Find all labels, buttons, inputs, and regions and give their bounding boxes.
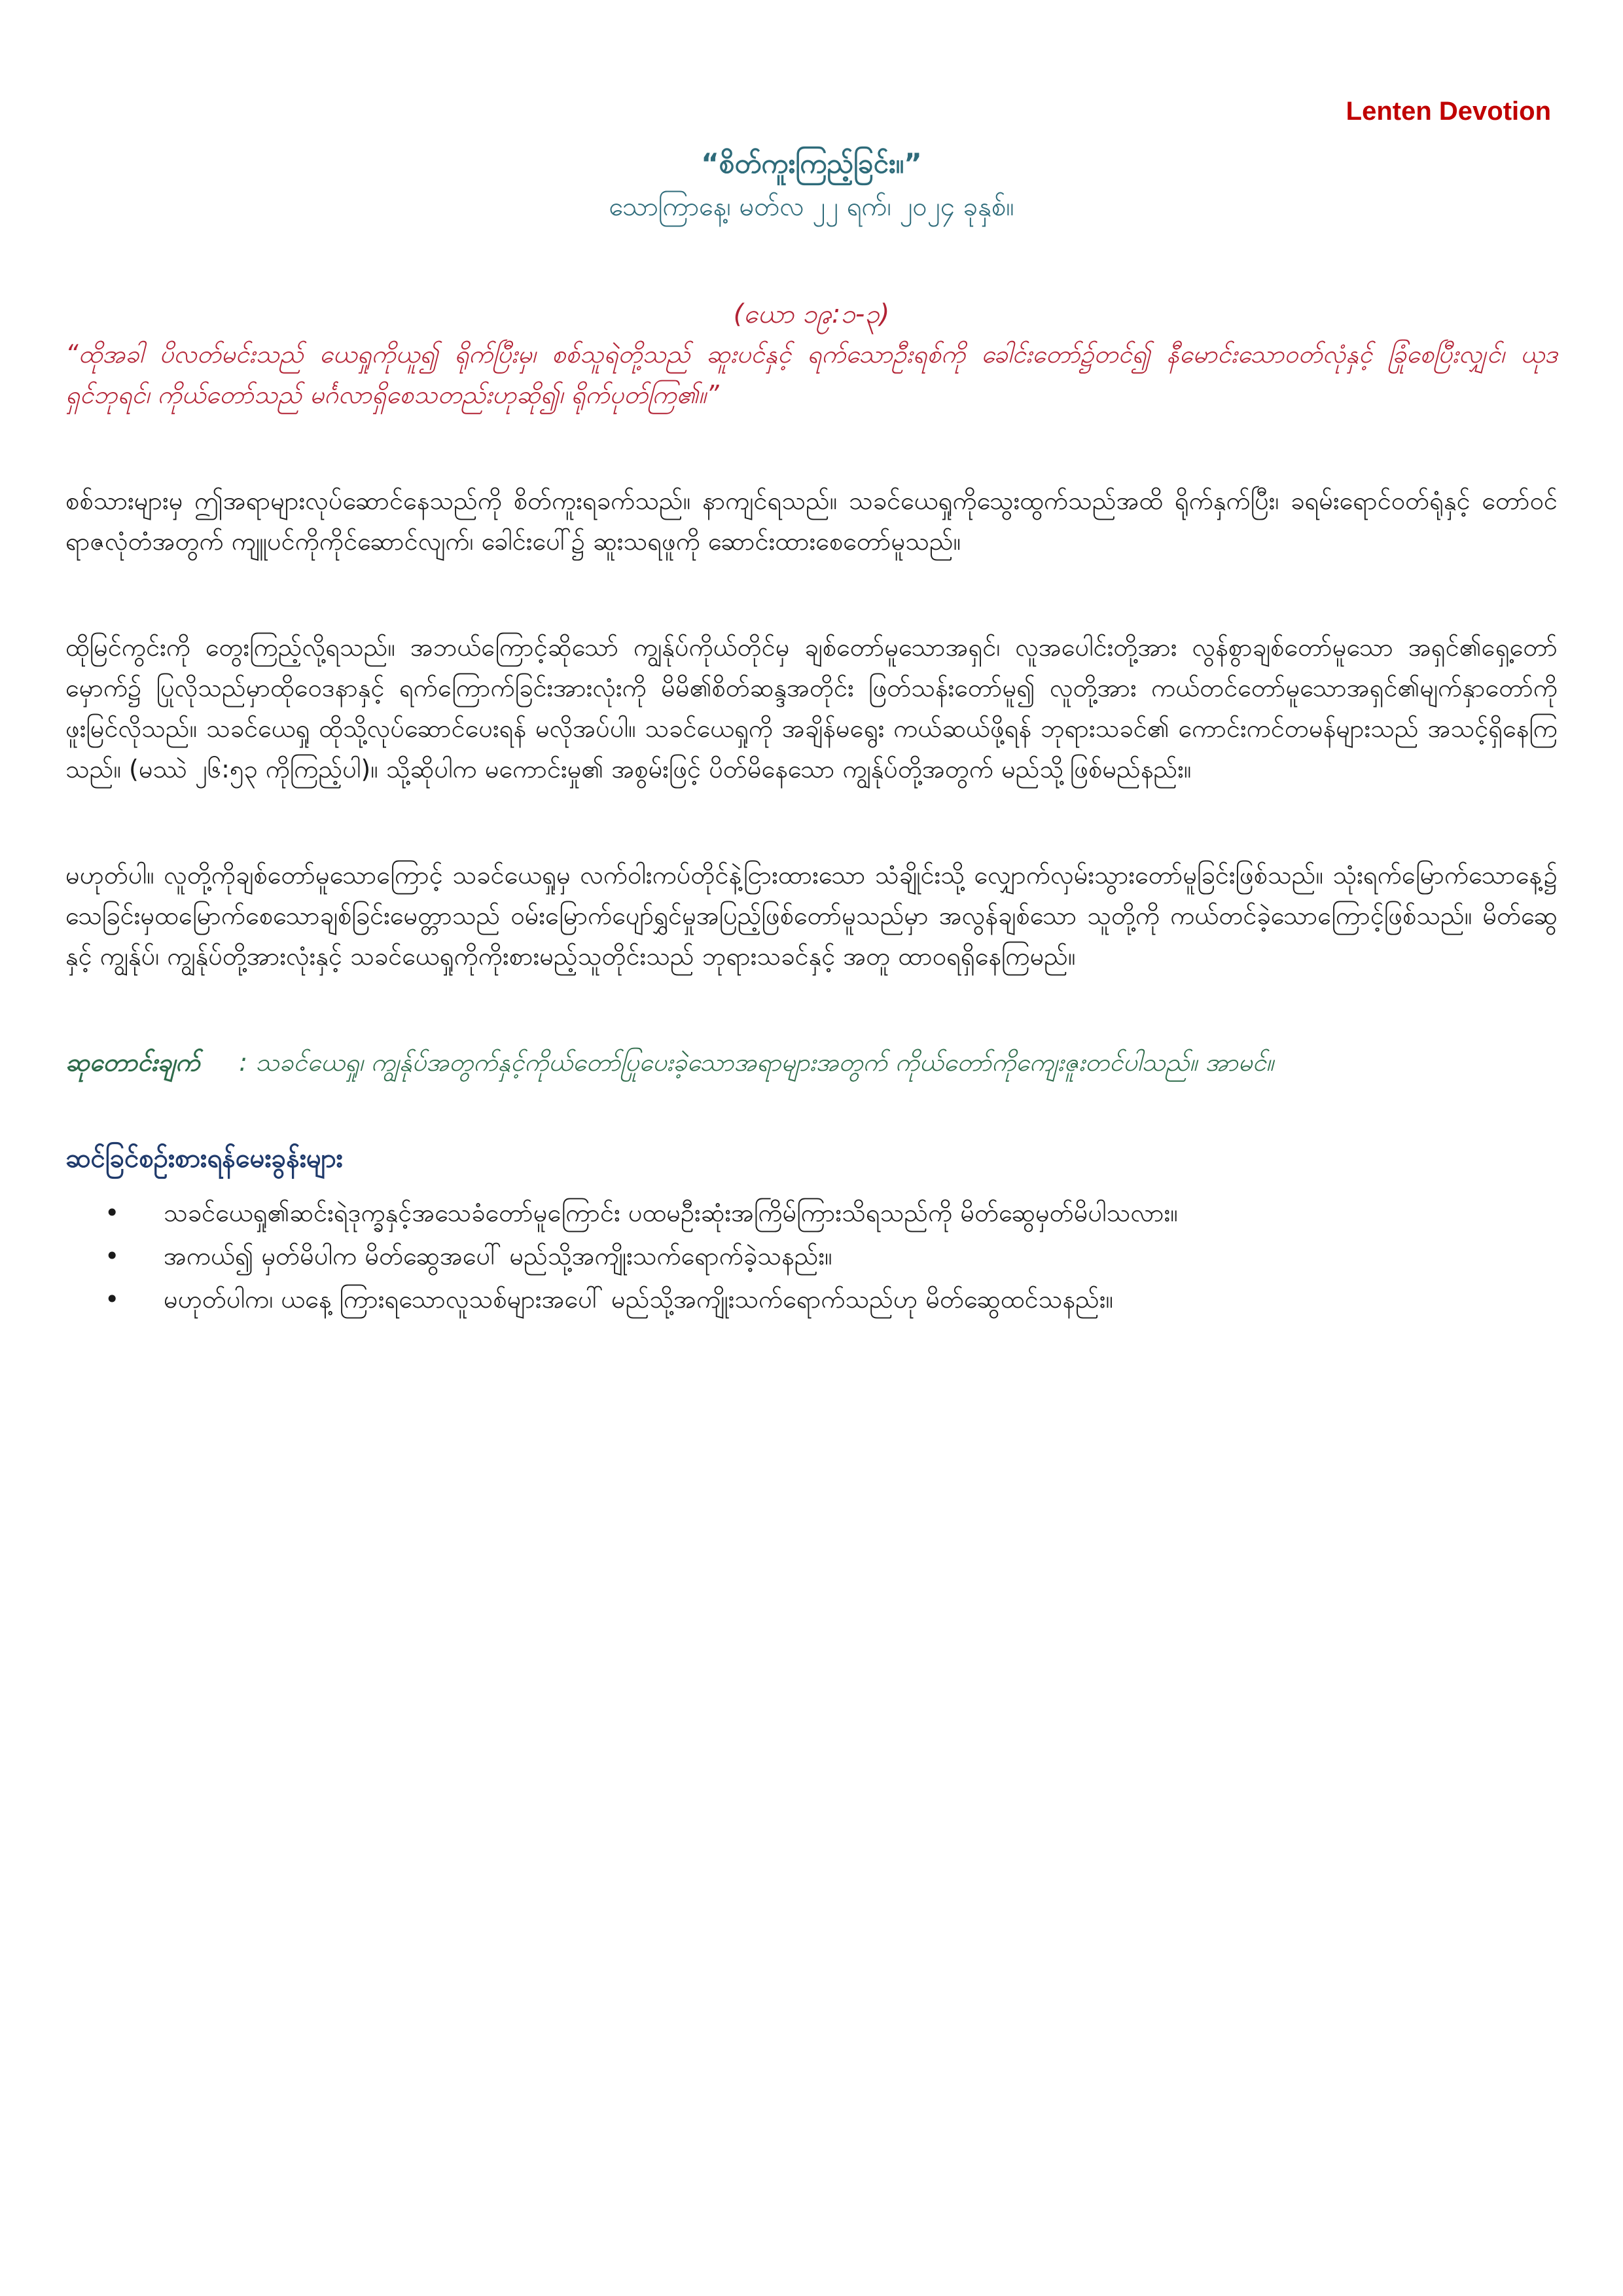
bullet-icon: • [105, 1285, 120, 1314]
question-text: မဟုတ်ပါက၊ ယနေ့ ကြားရသောလူသစ်များအပေါ် မည်သို့အကျိုးသက်ရောက်သည်ဟု မိတ်ဆွေထင်သနည်း။ [164, 1285, 1113, 1314]
questions-heading: ဆင်ခြင်စဉ်းစားရန်မေးခွန်းများ [65, 1143, 343, 1174]
prayer [65, 1042, 1558, 1083]
devotion-date: သောကြာနေ့၊ မတ်လ ၂၂ ရက်၊ ၂၀၂၄ ခုနှစ်။ [609, 192, 1014, 222]
body-paragraph-3: မဟုတ်ပါ။ လူတို့ကိုချစ်တော်မူသောကြောင့် သခင်ယေရှုမှ လက်ဝါးကပ်တိုင်နဲ့ငြားထားသော သံချိုင်းသို့ လျှောက်လှမ်းသွားတော်မူခြင်းဖြစ်သည်။ သုံးရက်မြောက်သောနေ့၌ သေခြင်းမှထမြောက်စေသောချစ်ခြင်းမေတ္တာသည် ဝမ်းမြောက်ပျော်ရွှင်မှုအပြည့်ဖြစ်တော်မူသည်မှာ အလွန်ချစ်သော သူတို့ကို ကယ်တင်ခဲ့သောကြောင့်ဖြစ်သည်။ မိတ်ဆွေနှင့် ကျွန်ုပ်၊ ကျွန်ုပ်တို့အားလုံးနှင့် သခင်ယေရှုကိုကိုးစားမည့်သူတိုင်းသည် ဘုရားသခင်နှင့် အတူ ထာဝရရှိနေကြမည်။ [65, 861, 1558, 971]
question-item [105, 1278, 1558, 1321]
prayer-text: : သခင်ယေရှု၊ ကျွန်ုပ်အတွက်နှင့်ကိုယ်တော်ပြုပေးခဲ့သောအရာများအတွက် ကိုယ်တော်ကိုကျေးဇူးတင်ပါသည်။ အာမင်။ [239, 1048, 1274, 1077]
devotion-content [65, 295, 1558, 1321]
question-text: သခင်ယေရှု၏ဆင်းရဲဒုက္ခနှင့်အသေခံတော်မူကြောင်း ပထမဦးဆုံးအကြိမ်ကြားသိရသည်ကို မိတ်ဆွေမှတ်မိပါသလား။ [164, 1198, 1178, 1227]
bullet-icon: • [105, 1242, 120, 1270]
body-paragraph-2: ထိုမြင်ကွင်းကို တွေးကြည့်လို့ရသည်။ အဘယ်ကြောင့်ဆိုသော် ကျွန်ုပ်ကိုယ်တိုင်မှ ချစ်တော်မူသောအရှင်၊ လူအပေါင်းတို့အား လွန်စွာချစ်တော်မူသော အရှင်၏ရှေ့တော်မှောက်၌ ပြုလိုသည်မှာထိုဝေဒနာနှင့် ရက်ကြောက်ခြင်းအားလုံးကို မိမိ၏စိတ်ဆန္ဒအတိုင်း ဖြတ်သန်းတော်မူ၍ လူတို့အား ကယ်တင်တော်မူသောအရှင်၏မျက်နှာတော်ကို ဖူးမြင်လိုသည်။ သခင်ယေရှု ထိုသို့လုပ်ဆောင်ပေးရန် မလိုအပ်ပါ။ သခင်ယေရှုကို အချိန်မရွေး ကယ်ဆယ်ဖို့ရန် ဘုရားသခင်၏ ကောင်းကင်တမန်များသည် အသင့်ရှိနေကြသည်။ (မဿဲ ၂၆:၅၃ ကိုကြည့်ပါ)။ သို့ဆိုပါက မကောင်းမှု၏ အစွမ်းဖြင့် ပိတ်မိနေသော ကျွန်ုပ်တို့အတွက် မည်သို့ဖြစ်မည်နည်း။ [65, 633, 1558, 783]
scripture-reference: (ယော ၁၉:၁-၃) [733, 299, 890, 329]
scripture-text: “ထိုအခါ ပိလတ်မင်းသည် ယေရှုကိုယူ၍ ရိုက်ပြီးမှ၊ စစ်သူရဲတို့သည် ဆူးပင်နှင့် ရက်သောဦးရစ်ကို ခေါင်းတော်၌တင်၍ နီမောင်းသောဝတ်လုံနှင့် ခြုံစေပြီးလျှင်၊ ယုဒရှင်ဘုရင်၊ ကိုယ်တော်သည် မင်္ဂလာရှိစေသတည်းဟုဆို၍၊ ရိုက်ပုတ်ကြ၏။” [65, 340, 1558, 409]
question-item [105, 1191, 1558, 1234]
bullet-icon: • [105, 1198, 120, 1227]
question-text: အကယ်၍ မှတ်မိပါက မိတ်ဆွေအပေါ် မည်သို့အကျိုးသက်ရောက်ခဲ့သနည်း။ [164, 1242, 832, 1270]
series-label: Lenten Devotion [1346, 97, 1551, 126]
body-paragraph-1: စစ်သားများမှ ဤအရာများလုပ်ဆောင်နေသည်ကို စိတ်ကူးရခက်သည်။ နာကျင်ရသည်။ သခင်ယေရှုကိုသွေးထွက်သည်အထိ ရိုက်နှက်ပြီး၊ ခရမ်းရောင်ဝတ်ရုံနှင့် တော်ဝင်ရာဇလုံတံအတွက် ကျူပင်ကိုကိုင်ဆောင်လျက်၊ ခေါင်းပေါ်၌ ဆူးသရဖူကို ဆောင်းထားစေတော်မူသည်။ [65, 486, 1558, 556]
question-item [105, 1234, 1558, 1278]
title-block [0, 144, 1623, 225]
page-title: “စိတ်ကူးကြည့်ခြင်း။” [701, 147, 922, 179]
questions-list [65, 1191, 1558, 1321]
prayer-label: ဆုတောင်းချက် [65, 1048, 200, 1077]
